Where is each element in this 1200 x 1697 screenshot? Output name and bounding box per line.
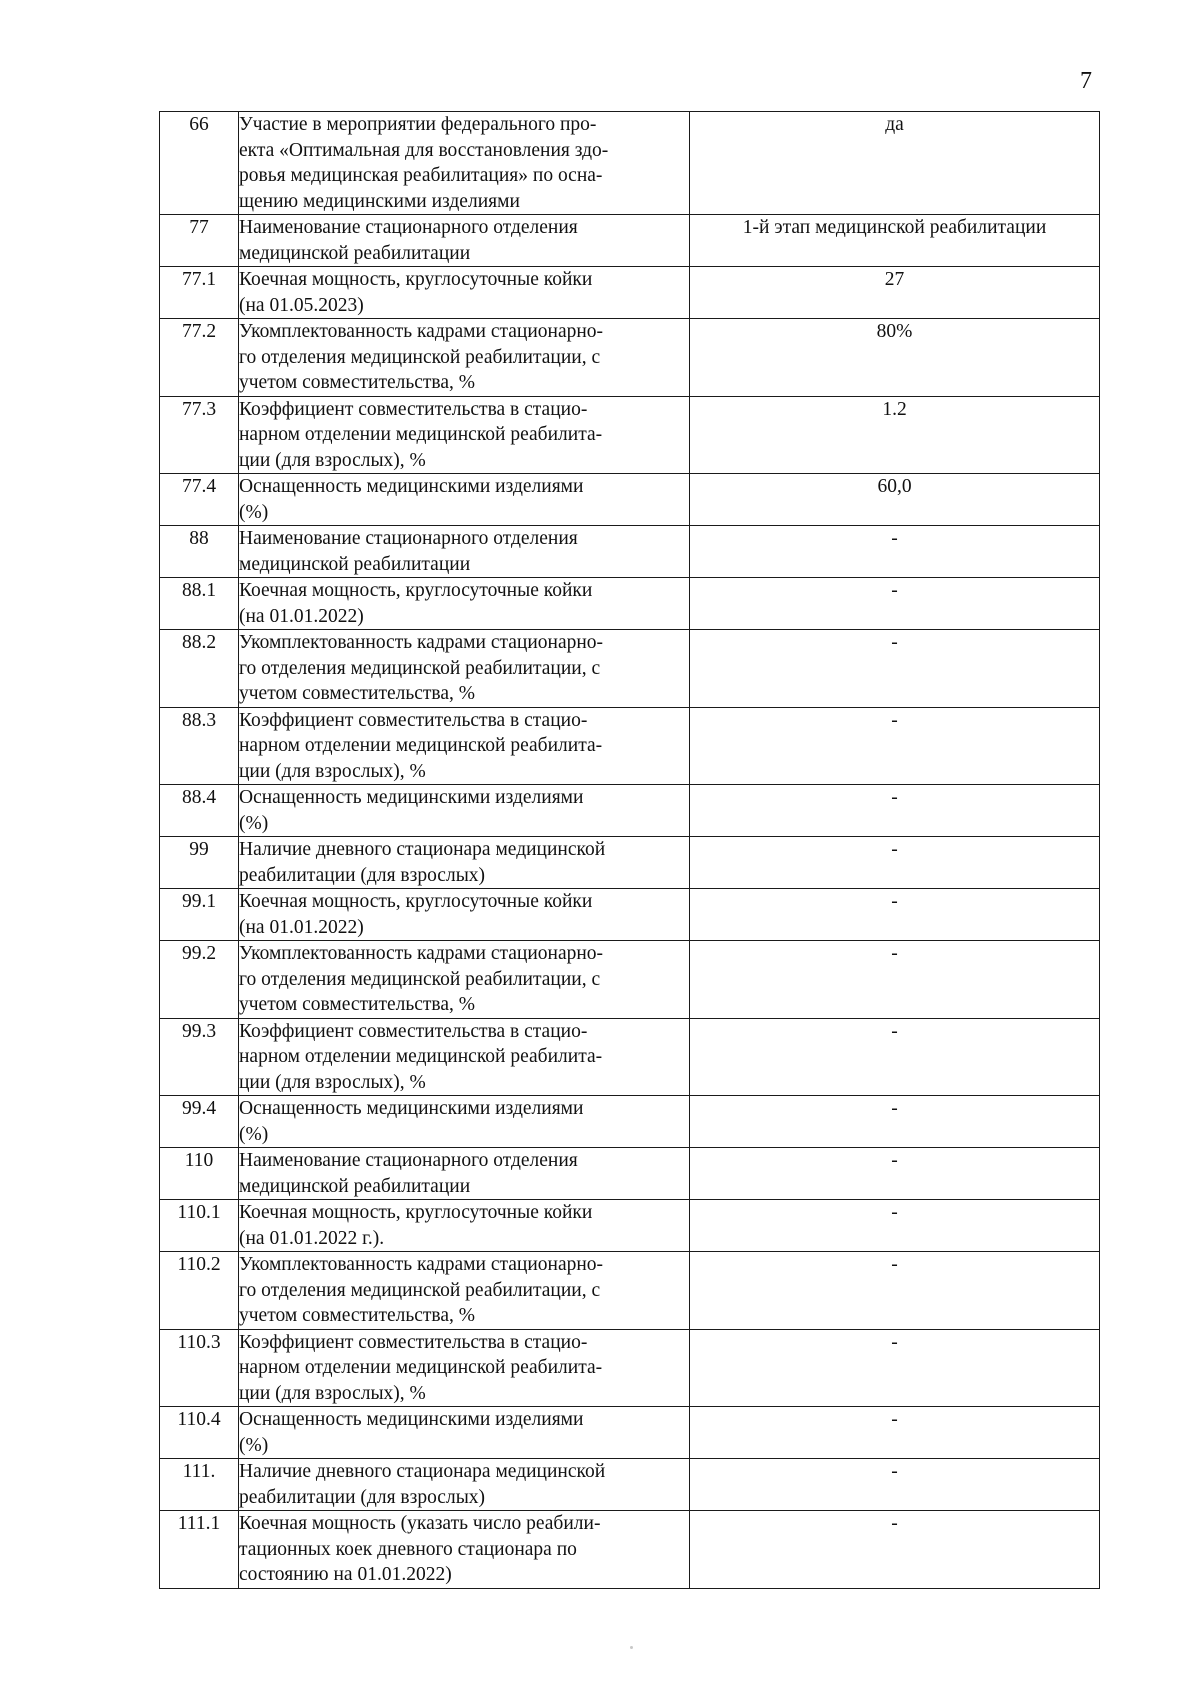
table-row	[160, 837, 1100, 889]
description-line: (на 01.01.2022 г.).	[239, 1227, 385, 1249]
description-line: Коечная мощность (указать число реабили-	[239, 1513, 601, 1534]
row-description	[239, 630, 690, 708]
row-number: 77.1	[160, 267, 239, 319]
row-number: 110	[160, 1148, 239, 1200]
row-number: 77.4	[160, 474, 239, 526]
row-description	[239, 578, 690, 630]
description-line: состоянию на 01.01.2022)	[239, 1564, 452, 1585]
row-value: -	[690, 785, 1100, 837]
description-line: (%)	[239, 501, 269, 523]
row-value: да	[690, 112, 1100, 215]
row-number: 77.2	[160, 319, 239, 397]
description-line: ции (для взрослых), %	[239, 449, 426, 471]
description-line: Коечная мощность, круглосуточные койки	[239, 269, 593, 290]
row-value: -	[690, 630, 1100, 708]
row-description	[239, 112, 690, 215]
row-description	[239, 941, 690, 1019]
row-number: 110.2	[160, 1252, 239, 1330]
table-row	[160, 215, 1100, 267]
row-number: 99.3	[160, 1018, 239, 1096]
row-value: -	[690, 889, 1100, 941]
table-row	[160, 112, 1100, 215]
row-value: -	[690, 707, 1100, 785]
description-line: (на 01.01.2022)	[239, 916, 364, 938]
table-row	[160, 1329, 1100, 1407]
description-line: Наименование стационарного отделения	[239, 217, 578, 238]
row-number: 77.3	[160, 396, 239, 474]
row-number: 110.4	[160, 1407, 239, 1459]
row-number: 88	[160, 526, 239, 578]
description-line: Коечная мощность, круглосуточные койки	[239, 580, 593, 601]
table-row	[160, 941, 1100, 1019]
row-value: 27	[690, 267, 1100, 319]
description-line: Оснащенность медицинскими изделиями	[239, 1409, 584, 1430]
row-description	[239, 215, 690, 267]
row-value: -	[690, 1018, 1100, 1096]
description-line: Наличие дневного стационара медицинской	[239, 1461, 606, 1482]
row-number: 99.2	[160, 941, 239, 1019]
description-line: Коэффициент совместительства в стацио-	[239, 1331, 588, 1353]
description-line: реабилитации (для взрослых)	[239, 1486, 486, 1508]
row-description	[239, 1018, 690, 1096]
row-value: 60,0	[690, 474, 1100, 526]
description-line: медицинской реабилитации	[239, 553, 471, 575]
description-line: Коечная мощность, круглосуточные койки	[239, 1202, 593, 1223]
table-row	[160, 1096, 1100, 1148]
description-line: Коэффициент совместительства в стацио-	[239, 398, 588, 420]
description-line: Укомплектованность кадрами стационарно-	[239, 943, 604, 964]
row-value: 1-й этап медицинской реабилитации	[690, 215, 1100, 267]
row-description	[239, 837, 690, 889]
table-row	[160, 1200, 1100, 1252]
description-line: ровья медицинская реабилитация» по осна-	[239, 165, 603, 186]
description-line: тационных коек дневного стационара по	[239, 1538, 577, 1560]
description-line: го отделения медицинской реабилитации, с	[239, 1279, 601, 1301]
table-row	[160, 1459, 1100, 1511]
description-line: Укомплектованность кадрами стационарно-	[239, 1254, 604, 1275]
table-row	[160, 319, 1100, 397]
row-description	[239, 1252, 690, 1330]
table-row	[160, 1018, 1100, 1096]
data-table	[159, 111, 1100, 1589]
description-line: Наличие дневного стационара медицинской	[239, 839, 606, 860]
table-body	[160, 112, 1100, 1589]
row-number: 88.1	[160, 578, 239, 630]
description-line: щению медицинскими изделиями	[239, 190, 520, 212]
description-line: медицинской реабилитации	[239, 1175, 471, 1197]
description-line: Коечная мощность, круглосуточные койки	[239, 891, 593, 912]
row-number: 111.	[160, 1459, 239, 1511]
table-row	[160, 1511, 1100, 1589]
table-row	[160, 1252, 1100, 1330]
description-line: Участие в мероприятии федерального про-	[239, 114, 597, 135]
description-line: ции (для взрослых), %	[239, 760, 426, 782]
row-number: 99.1	[160, 889, 239, 941]
row-description	[239, 474, 690, 526]
row-description	[239, 396, 690, 474]
row-value: -	[690, 526, 1100, 578]
row-number: 66	[160, 112, 239, 215]
row-description	[239, 1329, 690, 1407]
description-line: нарном отделении медицинской реабилита-	[239, 1046, 603, 1067]
row-value: -	[690, 1511, 1100, 1589]
row-description	[239, 1096, 690, 1148]
table-row	[160, 1407, 1100, 1459]
table-row	[160, 578, 1100, 630]
row-number: 110.1	[160, 1200, 239, 1252]
row-value: -	[690, 578, 1100, 630]
row-description	[239, 1407, 690, 1459]
description-line: Наименование стационарного отделения	[239, 528, 578, 549]
description-line: екта «Оптимальная для восстановления здо-	[239, 139, 609, 161]
description-line: Укомплектованность кадрами стационарно-	[239, 321, 604, 342]
row-value: -	[690, 941, 1100, 1019]
row-description	[239, 1459, 690, 1511]
row-value: -	[690, 1329, 1100, 1407]
row-number: 88.2	[160, 630, 239, 708]
description-line: Коэффициент совместительства в стацио-	[239, 1020, 588, 1042]
row-number: 88.3	[160, 707, 239, 785]
row-value: 80%	[690, 319, 1100, 397]
description-line: ции (для взрослых), %	[239, 1382, 426, 1404]
description-line: (%)	[239, 812, 269, 834]
table-row	[160, 526, 1100, 578]
row-description	[239, 526, 690, 578]
description-line: (на 01.01.2022)	[239, 605, 364, 627]
row-value: -	[690, 1200, 1100, 1252]
description-line: Оснащенность медицинскими изделиями	[239, 1098, 584, 1119]
description-line: ции (для взрослых), %	[239, 1071, 426, 1093]
row-number: 110.3	[160, 1329, 239, 1407]
description-line: Оснащенность медицинскими изделиями	[239, 787, 584, 808]
description-line: Укомплектованность кадрами стационарно-	[239, 632, 604, 653]
description-line: учетом совместительства, %	[239, 372, 476, 393]
description-line: нарном отделении медицинской реабилита-	[239, 424, 603, 445]
row-description	[239, 267, 690, 319]
row-number: 88.4	[160, 785, 239, 837]
page-number: 7	[1080, 68, 1092, 94]
description-line: го отделения медицинской реабилитации, с	[239, 968, 601, 990]
row-value: -	[690, 1096, 1100, 1148]
table-row	[160, 707, 1100, 785]
description-line: учетом совместительства, %	[239, 994, 476, 1015]
description-line: го отделения медицинской реабилитации, с	[239, 346, 601, 368]
row-value: -	[690, 1459, 1100, 1511]
description-line: Оснащенность медицинскими изделиями	[239, 476, 584, 497]
row-description	[239, 1200, 690, 1252]
row-description	[239, 319, 690, 397]
description-line: го отделения медицинской реабилитации, с	[239, 657, 601, 679]
description-line: нарном отделении медицинской реабилита-	[239, 735, 603, 756]
description-line: (%)	[239, 1123, 269, 1145]
description-line: реабилитации (для взрослых)	[239, 864, 486, 886]
scan-artifact	[630, 1646, 633, 1649]
row-number: 77	[160, 215, 239, 267]
table-row	[160, 396, 1100, 474]
row-value: -	[690, 1407, 1100, 1459]
table-row	[160, 630, 1100, 708]
description-line: медицинской реабилитации	[239, 242, 471, 264]
row-value: -	[690, 1148, 1100, 1200]
description-line: (на 01.05.2023)	[239, 294, 364, 316]
row-description	[239, 1511, 690, 1589]
description-line: учетом совместительства, %	[239, 683, 476, 704]
row-value: 1.2	[690, 396, 1100, 474]
table-row	[160, 785, 1100, 837]
row-description	[239, 785, 690, 837]
row-number: 111.1	[160, 1511, 239, 1589]
row-number: 99.4	[160, 1096, 239, 1148]
table-row	[160, 267, 1100, 319]
table-row	[160, 889, 1100, 941]
row-number: 99	[160, 837, 239, 889]
table-row	[160, 1148, 1100, 1200]
table-row	[160, 474, 1100, 526]
row-description	[239, 889, 690, 941]
row-value: -	[690, 1252, 1100, 1330]
row-description	[239, 707, 690, 785]
description-line: учетом совместительства, %	[239, 1305, 476, 1326]
row-value: -	[690, 837, 1100, 889]
description-line: Коэффициент совместительства в стацио-	[239, 709, 588, 731]
description-line: нарном отделении медицинской реабилита-	[239, 1357, 603, 1378]
description-line: Наименование стационарного отделения	[239, 1150, 578, 1171]
description-line: (%)	[239, 1434, 269, 1456]
row-description	[239, 1148, 690, 1200]
